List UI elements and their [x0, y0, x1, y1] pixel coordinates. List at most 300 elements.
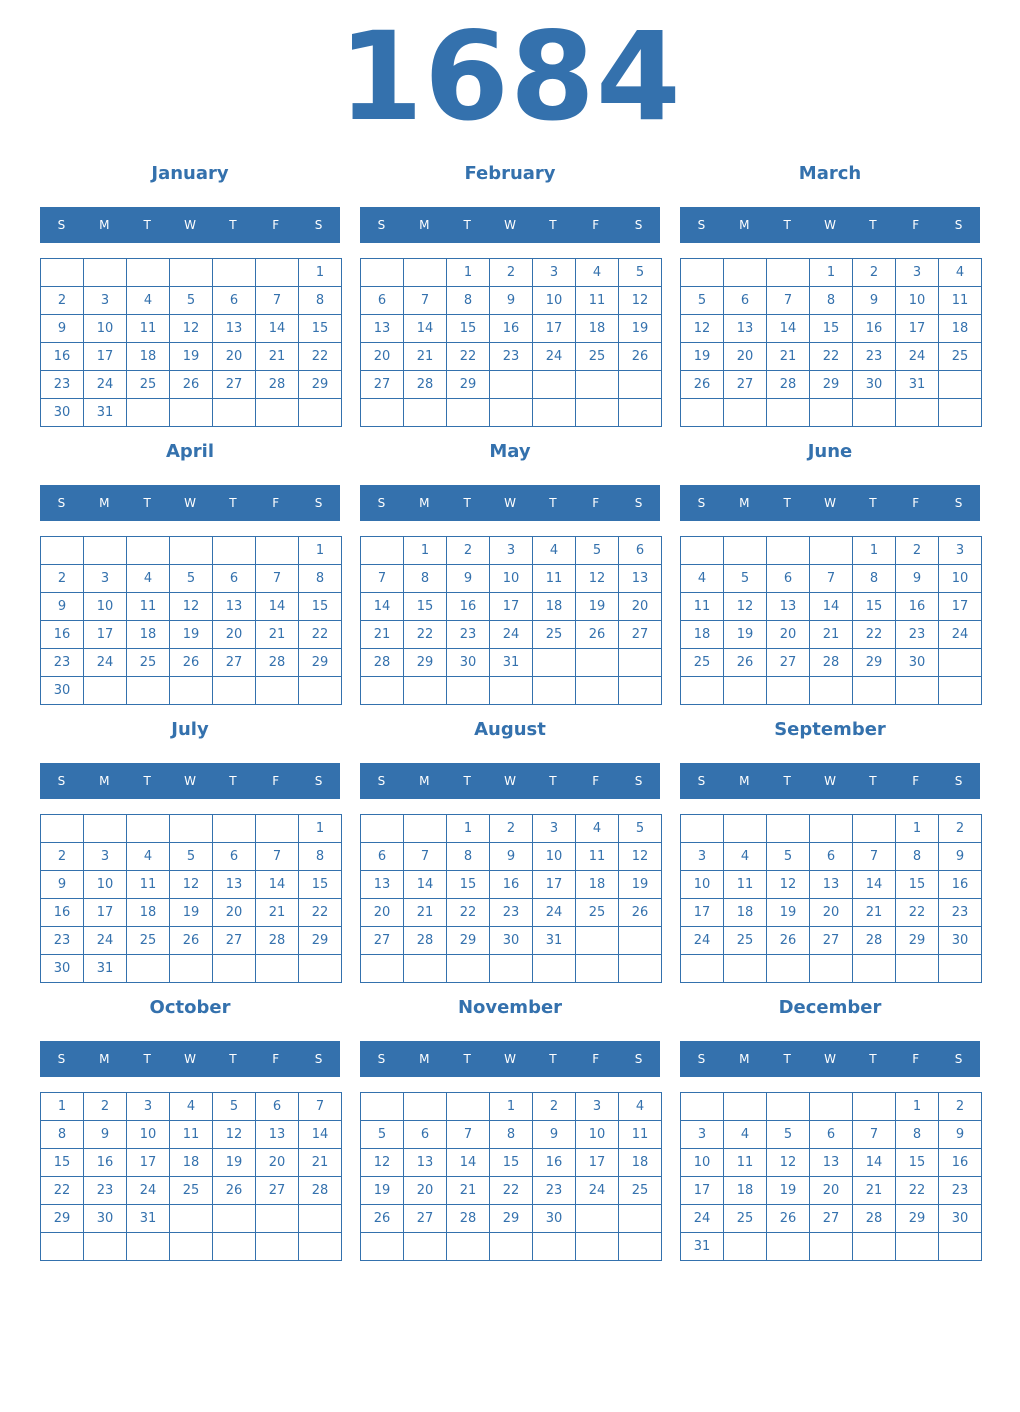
day-cell: 15 — [896, 871, 939, 899]
day-cell: 14 — [853, 871, 896, 899]
day-cell: 23 — [41, 371, 84, 399]
week-row — [361, 899, 662, 927]
week-row — [681, 399, 982, 427]
day-cell: 6 — [767, 565, 810, 593]
day-cell — [576, 1233, 619, 1261]
day-cell: 22 — [447, 899, 490, 927]
day-cell: 9 — [533, 1121, 576, 1149]
day-cell: 3 — [576, 1093, 619, 1121]
weekday-label: F — [912, 218, 920, 232]
weekday-label: S — [697, 218, 706, 232]
day-cell — [533, 1233, 576, 1261]
day-cell: 8 — [490, 1121, 533, 1149]
weekday-label: F — [912, 1052, 920, 1066]
day-cell: 15 — [299, 871, 342, 899]
day-cell: 21 — [404, 899, 447, 927]
day-cell — [361, 1093, 404, 1121]
day-cell: 23 — [853, 343, 896, 371]
day-cell — [724, 815, 767, 843]
day-cell: 6 — [213, 565, 256, 593]
day-cell — [810, 399, 853, 427]
day-cell: 28 — [810, 649, 853, 677]
week-row — [681, 1093, 982, 1121]
day-cell: 22 — [404, 621, 447, 649]
day-cell — [767, 1233, 810, 1261]
week-row — [361, 593, 662, 621]
week-row — [681, 287, 982, 315]
week-row — [361, 955, 662, 983]
day-cell: 26 — [619, 343, 662, 371]
day-cell: 24 — [84, 649, 127, 677]
weekday-label: S — [377, 1052, 386, 1066]
day-cell — [853, 815, 896, 843]
day-cell: 28 — [361, 649, 404, 677]
day-cell — [127, 399, 170, 427]
day-grid — [360, 258, 662, 427]
day-cell: 13 — [404, 1149, 447, 1177]
day-cell: 18 — [724, 899, 767, 927]
day-cell: 28 — [256, 371, 299, 399]
weekday-label: S — [634, 774, 643, 788]
day-cell — [576, 649, 619, 677]
day-cell: 27 — [724, 371, 767, 399]
day-cell: 19 — [213, 1149, 256, 1177]
day-cell: 27 — [213, 649, 256, 677]
weekday-label: S — [377, 218, 386, 232]
day-cell: 8 — [299, 565, 342, 593]
day-cell: 9 — [853, 287, 896, 315]
day-cell: 10 — [681, 871, 724, 899]
day-cell — [447, 955, 490, 983]
weekday-label: F — [912, 496, 920, 510]
day-cell: 1 — [404, 537, 447, 565]
week-row — [41, 343, 342, 371]
week-row — [681, 927, 982, 955]
day-cell: 20 — [361, 343, 404, 371]
month-title: May — [489, 441, 531, 462]
day-cell: 18 — [533, 593, 576, 621]
day-cell: 7 — [256, 565, 299, 593]
week-row — [41, 649, 342, 677]
day-cell — [576, 955, 619, 983]
day-cell: 4 — [127, 287, 170, 315]
day-cell: 23 — [939, 1177, 982, 1205]
day-cell: 6 — [256, 1093, 299, 1121]
day-cell — [256, 1233, 299, 1261]
day-cell — [447, 677, 490, 705]
day-cell: 23 — [490, 343, 533, 371]
day-cell: 10 — [576, 1121, 619, 1149]
day-cell: 5 — [170, 843, 213, 871]
day-cell: 10 — [84, 593, 127, 621]
day-cell — [681, 537, 724, 565]
day-cell: 6 — [213, 287, 256, 315]
day-cell: 29 — [490, 1205, 533, 1233]
day-cell — [41, 537, 84, 565]
weekday-label: T — [463, 1052, 471, 1066]
weekday-label: S — [57, 496, 66, 510]
day-cell — [619, 955, 662, 983]
week-row — [681, 871, 982, 899]
day-cell: 17 — [533, 315, 576, 343]
day-cell: 11 — [681, 593, 724, 621]
day-cell: 21 — [299, 1149, 342, 1177]
week-row — [681, 621, 982, 649]
weekday-label: W — [824, 496, 836, 510]
day-cell: 30 — [447, 649, 490, 677]
weekday-header — [360, 763, 660, 799]
week-row — [681, 371, 982, 399]
weekday-label: S — [634, 496, 643, 510]
day-cell: 11 — [127, 871, 170, 899]
day-cell: 29 — [896, 927, 939, 955]
day-cell: 15 — [853, 593, 896, 621]
day-cell: 11 — [127, 315, 170, 343]
day-cell: 19 — [767, 899, 810, 927]
week-row — [361, 815, 662, 843]
day-cell: 27 — [256, 1177, 299, 1205]
day-cell: 22 — [810, 343, 853, 371]
day-cell: 9 — [490, 287, 533, 315]
day-cell: 27 — [213, 927, 256, 955]
day-cell — [447, 1233, 490, 1261]
weekday-label: T — [549, 218, 557, 232]
week-row — [681, 1205, 982, 1233]
week-row — [41, 1205, 342, 1233]
day-cell — [810, 1093, 853, 1121]
day-cell: 29 — [299, 927, 342, 955]
day-cell: 24 — [681, 927, 724, 955]
day-cell: 18 — [724, 1177, 767, 1205]
day-cell: 12 — [170, 871, 213, 899]
weekday-label: T — [783, 218, 791, 232]
day-cell: 22 — [299, 621, 342, 649]
weekday-label: T — [869, 1052, 877, 1066]
day-cell: 2 — [490, 815, 533, 843]
day-cell — [361, 955, 404, 983]
weekday-label: T — [229, 496, 237, 510]
day-cell: 19 — [576, 593, 619, 621]
day-cell: 31 — [681, 1233, 724, 1261]
day-cell: 8 — [299, 287, 342, 315]
weekday-label: F — [592, 218, 600, 232]
day-cell — [361, 399, 404, 427]
weekday-label: W — [824, 1052, 836, 1066]
weekday-label: M — [739, 496, 750, 510]
weekday-label: M — [739, 218, 750, 232]
day-cell: 13 — [810, 871, 853, 899]
day-cell: 22 — [447, 343, 490, 371]
day-cell: 3 — [84, 287, 127, 315]
day-cell: 22 — [896, 1177, 939, 1205]
day-cell — [170, 259, 213, 287]
day-cell — [724, 537, 767, 565]
day-cell: 17 — [84, 621, 127, 649]
day-cell: 8 — [447, 287, 490, 315]
day-cell — [896, 955, 939, 983]
week-row — [41, 371, 342, 399]
day-cell — [256, 677, 299, 705]
day-cell — [619, 677, 662, 705]
weekday-label: S — [634, 218, 643, 232]
day-cell — [619, 927, 662, 955]
day-cell: 21 — [256, 621, 299, 649]
day-cell: 10 — [84, 315, 127, 343]
day-cell: 17 — [84, 343, 127, 371]
day-cell: 21 — [256, 343, 299, 371]
day-cell — [127, 1233, 170, 1261]
weekday-label: W — [184, 1052, 196, 1066]
day-cell: 10 — [127, 1121, 170, 1149]
day-cell: 22 — [299, 343, 342, 371]
day-cell: 19 — [724, 621, 767, 649]
weekday-label: W — [504, 774, 516, 788]
day-grid — [360, 814, 662, 983]
day-cell — [84, 815, 127, 843]
day-cell — [490, 677, 533, 705]
weekday-label: T — [463, 218, 471, 232]
day-cell: 10 — [681, 1149, 724, 1177]
day-cell: 14 — [256, 871, 299, 899]
day-cell — [84, 677, 127, 705]
day-grid — [40, 258, 342, 427]
weekday-label: T — [869, 774, 877, 788]
day-cell: 4 — [533, 537, 576, 565]
weekday-label: F — [592, 774, 600, 788]
day-cell: 25 — [170, 1177, 213, 1205]
day-cell: 8 — [853, 565, 896, 593]
day-cell: 2 — [84, 1093, 127, 1121]
day-grid — [680, 1092, 982, 1261]
day-cell: 22 — [853, 621, 896, 649]
day-cell: 24 — [84, 927, 127, 955]
day-cell: 26 — [576, 621, 619, 649]
week-row — [681, 815, 982, 843]
day-cell: 2 — [939, 1093, 982, 1121]
day-cell: 25 — [127, 927, 170, 955]
day-cell: 30 — [896, 649, 939, 677]
day-cell: 25 — [127, 371, 170, 399]
day-cell: 25 — [681, 649, 724, 677]
weekday-label: S — [314, 496, 323, 510]
day-cell: 14 — [853, 1149, 896, 1177]
day-cell: 23 — [41, 649, 84, 677]
day-cell: 24 — [576, 1177, 619, 1205]
day-cell: 26 — [724, 649, 767, 677]
day-cell: 24 — [533, 343, 576, 371]
day-cell — [724, 1233, 767, 1261]
day-cell — [853, 399, 896, 427]
day-cell: 15 — [447, 315, 490, 343]
day-cell: 10 — [939, 565, 982, 593]
day-cell — [619, 1205, 662, 1233]
day-cell: 16 — [41, 621, 84, 649]
day-cell: 17 — [127, 1149, 170, 1177]
day-cell: 12 — [576, 565, 619, 593]
day-cell: 18 — [576, 315, 619, 343]
day-cell: 30 — [490, 927, 533, 955]
day-cell: 26 — [170, 927, 213, 955]
day-cell: 8 — [896, 1121, 939, 1149]
day-cell — [404, 677, 447, 705]
week-row — [681, 565, 982, 593]
day-cell: 17 — [490, 593, 533, 621]
day-cell: 19 — [170, 899, 213, 927]
day-cell — [939, 399, 982, 427]
day-cell: 26 — [681, 371, 724, 399]
day-cell — [127, 677, 170, 705]
day-cell — [84, 1233, 127, 1261]
day-cell: 27 — [361, 927, 404, 955]
day-cell: 9 — [896, 565, 939, 593]
day-cell: 7 — [447, 1121, 490, 1149]
week-row — [361, 621, 662, 649]
day-cell: 29 — [810, 371, 853, 399]
week-row — [361, 677, 662, 705]
day-cell — [724, 259, 767, 287]
day-cell: 23 — [533, 1177, 576, 1205]
day-cell: 16 — [896, 593, 939, 621]
day-cell — [533, 649, 576, 677]
day-cell — [724, 1093, 767, 1121]
day-cell: 29 — [299, 371, 342, 399]
weekday-label: F — [272, 774, 280, 788]
week-row — [361, 871, 662, 899]
day-cell: 19 — [681, 343, 724, 371]
month-title: October — [149, 997, 231, 1018]
day-cell: 7 — [853, 1121, 896, 1149]
day-cell: 26 — [767, 927, 810, 955]
day-cell: 5 — [213, 1093, 256, 1121]
day-cell: 11 — [724, 871, 767, 899]
day-cell: 20 — [810, 899, 853, 927]
week-row — [681, 343, 982, 371]
week-row — [681, 315, 982, 343]
day-cell: 7 — [299, 1093, 342, 1121]
day-cell: 25 — [724, 927, 767, 955]
day-cell: 14 — [810, 593, 853, 621]
day-cell — [84, 259, 127, 287]
week-row — [41, 537, 342, 565]
day-cell: 14 — [447, 1149, 490, 1177]
day-cell — [939, 649, 982, 677]
day-cell: 21 — [810, 621, 853, 649]
day-cell: 18 — [127, 343, 170, 371]
day-cell: 8 — [896, 843, 939, 871]
day-cell — [256, 259, 299, 287]
day-cell — [810, 815, 853, 843]
day-cell: 16 — [84, 1149, 127, 1177]
week-row — [41, 565, 342, 593]
day-cell: 31 — [896, 371, 939, 399]
day-cell: 5 — [170, 565, 213, 593]
day-cell — [361, 1233, 404, 1261]
week-row — [681, 955, 982, 983]
week-row — [681, 843, 982, 871]
day-cell: 15 — [447, 871, 490, 899]
weekday-label: T — [549, 496, 557, 510]
weekday-label: T — [783, 1052, 791, 1066]
day-cell: 7 — [810, 565, 853, 593]
day-cell — [490, 955, 533, 983]
day-cell: 21 — [361, 621, 404, 649]
day-cell: 2 — [447, 537, 490, 565]
day-cell: 9 — [939, 1121, 982, 1149]
day-cell: 1 — [810, 259, 853, 287]
day-cell: 12 — [681, 315, 724, 343]
day-cell: 4 — [724, 843, 767, 871]
week-row — [681, 1177, 982, 1205]
day-cell: 12 — [767, 871, 810, 899]
day-cell: 5 — [724, 565, 767, 593]
weekday-header — [360, 485, 660, 521]
day-cell: 20 — [724, 343, 767, 371]
day-cell: 25 — [576, 343, 619, 371]
weekday-label: W — [824, 774, 836, 788]
day-cell: 6 — [404, 1121, 447, 1149]
day-cell — [619, 399, 662, 427]
day-cell: 31 — [84, 955, 127, 983]
day-cell — [853, 955, 896, 983]
day-cell: 16 — [853, 315, 896, 343]
weekday-label: T — [143, 774, 151, 788]
weekday-label: F — [592, 496, 600, 510]
day-cell: 12 — [361, 1149, 404, 1177]
weekday-label: T — [869, 496, 877, 510]
day-cell: 3 — [681, 1121, 724, 1149]
day-cell: 10 — [490, 565, 533, 593]
day-cell — [767, 955, 810, 983]
day-cell: 14 — [299, 1121, 342, 1149]
day-cell: 8 — [447, 843, 490, 871]
day-cell: 31 — [127, 1205, 170, 1233]
weekday-label: M — [99, 774, 110, 788]
day-cell — [404, 815, 447, 843]
day-cell: 9 — [41, 871, 84, 899]
day-cell: 8 — [41, 1121, 84, 1149]
weekday-label: F — [592, 1052, 600, 1066]
day-cell — [213, 537, 256, 565]
day-cell: 28 — [447, 1205, 490, 1233]
day-cell: 19 — [767, 1177, 810, 1205]
week-row — [361, 1233, 662, 1261]
day-cell — [170, 399, 213, 427]
day-cell: 1 — [41, 1093, 84, 1121]
day-cell: 29 — [447, 371, 490, 399]
day-cell: 14 — [404, 871, 447, 899]
day-cell — [213, 1233, 256, 1261]
week-row — [41, 1093, 342, 1121]
weekday-label: W — [184, 496, 196, 510]
day-cell: 27 — [810, 1205, 853, 1233]
day-cell — [896, 1233, 939, 1261]
day-cell: 27 — [213, 371, 256, 399]
day-cell — [41, 259, 84, 287]
day-cell — [256, 399, 299, 427]
day-cell: 4 — [724, 1121, 767, 1149]
day-cell — [619, 649, 662, 677]
day-cell — [213, 1205, 256, 1233]
day-cell: 30 — [939, 927, 982, 955]
day-cell: 26 — [170, 371, 213, 399]
month-title: June — [807, 441, 853, 462]
weekday-label: W — [504, 1052, 516, 1066]
day-cell: 15 — [896, 1149, 939, 1177]
day-cell: 23 — [939, 899, 982, 927]
day-cell: 11 — [576, 843, 619, 871]
day-cell — [170, 815, 213, 843]
day-cell: 2 — [41, 287, 84, 315]
